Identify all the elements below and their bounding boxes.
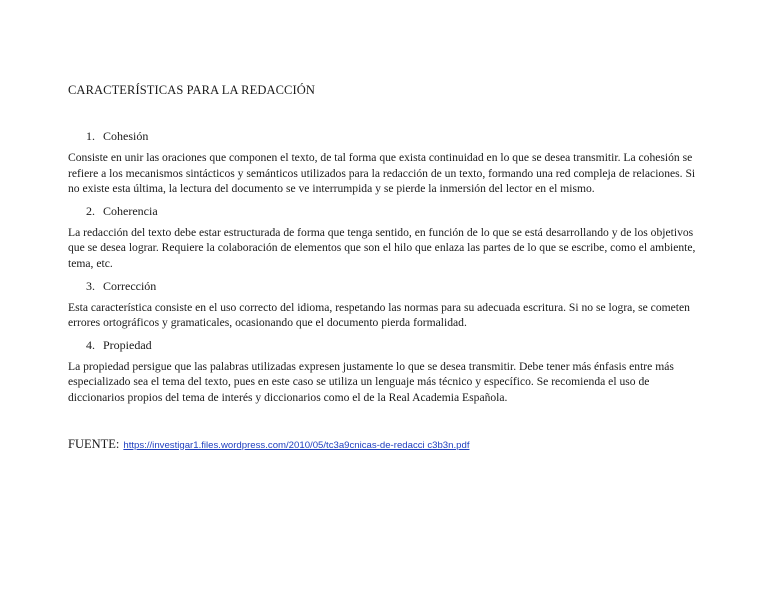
section-number: 1. xyxy=(86,129,95,143)
section-coherencia xyxy=(68,203,700,272)
document-title: CARACTERÍSTICAS PARA LA REDACCIÓN xyxy=(68,83,315,97)
section-number: 2. xyxy=(86,203,95,218)
section-number: 4. xyxy=(86,337,95,352)
section-propiedad xyxy=(68,337,700,406)
section-body: Consiste en unir las oraciones que componen el texto, de tal forma que exista continuidad en lo que se desea transmitir. La cohesión se refiere a los mecanismos sintácticos y semánticos utilizados para la redacción de un texto, formando una red compleja de relaciones. Si no existe esta última, la lectura del documento se ve interrumpida y se pierde la inmersión del lector en el mismo. xyxy=(68,151,696,196)
source-label: FUENTE: xyxy=(68,436,120,451)
section-cohesion xyxy=(68,128,700,197)
section-correccion xyxy=(68,278,700,331)
section-heading xyxy=(86,337,700,353)
section-title: Propiedad xyxy=(103,337,152,352)
section-body: Esta característica consiste en el uso correcto del idioma, respetando las normas para su adecuada escritura. Si no se logra, se cometen errores ortográficos y gramaticales, ocasionando que el documento pierda formalidad. xyxy=(68,300,690,330)
section-heading xyxy=(86,278,700,294)
section-body: La propiedad persigue que las palabras utilizadas expresen justamente lo que se desea transmitir. Debe tener más énfasis entre más especializado sea el tema del texto, pues en este caso se utiliza un lenguaje más técnico y específico. Se recomienda el uso de diccionarios propios del tema de interés y diccionarios como el de la Real Academia Española. xyxy=(68,359,674,404)
source-line xyxy=(68,436,700,454)
document-page xyxy=(68,82,700,454)
section-title: Coherencia xyxy=(103,203,158,218)
section-title: Cohesión xyxy=(103,129,149,143)
section-heading xyxy=(86,128,700,144)
section-heading xyxy=(86,203,700,219)
section-body: La redacción del texto debe estar estructurada de forma que tenga sentido, en función de lo que se está desarrollando y de los objetivos que se desea lograr. Requiere la colaboración de elementos que son el hilo que enlaza las partes de lo que se escribe, como el ambiente, tema, etc. xyxy=(68,225,696,270)
source-link[interactable]: https://investigar1.files.wordpress.com/2010/05/tc3a9cnicas-de-redacci c3b3n.pdf xyxy=(123,439,470,451)
section-title: Corrección xyxy=(103,278,157,293)
section-number: 3. xyxy=(86,278,95,293)
